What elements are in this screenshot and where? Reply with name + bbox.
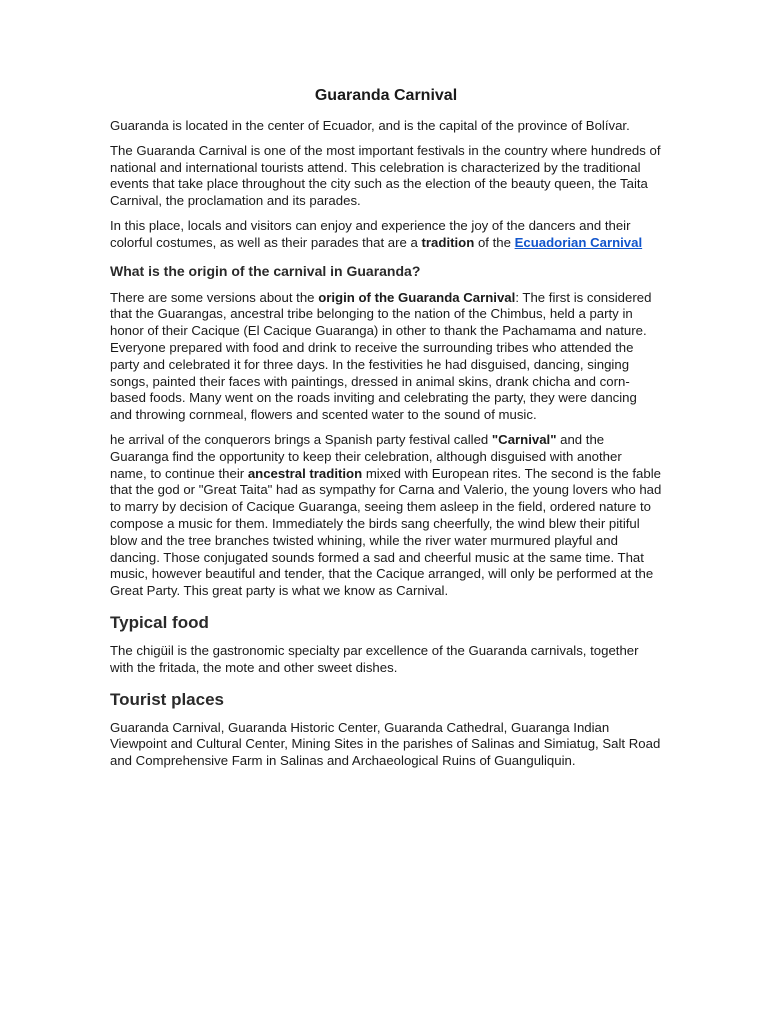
text-span: is located in the center of Ecuador, and is the capital of the province of Bolívar. [168, 118, 630, 133]
paragraph-origin [110, 290, 662, 424]
bold-text: origin of the Guaranda Carnival [318, 289, 516, 305]
text-span: : The first is considered that the Guarangas, ancestral tribe belonging to the nation of the Chimbus, held a party in honor of their Cacique (El Cacique Guaranga) in other to thank the Pachamama and nature. Everyone prepared with food and drink to receive the surrounding tribes who attended the party and celebrated it for three days. In the festivities he had disguised, dancing, singing songs, painted their faces with paintings, dressed in animal skins, drank chicha and corn-based foods. Many went on the roads inviting and celebrating the party, they were dancing and throwing cornmeal, flowers and scented water to the sound of music. [110, 289, 652, 423]
heading-origin: What is the origin of the carnival in Guaranda? [110, 262, 421, 279]
paragraph-conquerors [110, 432, 662, 600]
document-body [110, 86, 662, 778]
paragraph-intro [110, 118, 662, 135]
ecuadorian-carnival-link[interactable]: Ecuadorian Carnival [514, 234, 643, 250]
heading-tourist-places: Tourist places [110, 689, 224, 709]
document-title: Guaranda Carnival [314, 87, 458, 104]
text-span: There are some versions about the [110, 289, 319, 305]
bold-text: tradition [421, 234, 475, 250]
text-span: and the Guaranga find the opportunity to keep their celebration, although disguised with another name, to continue their [110, 431, 622, 481]
text-span: mixed with European rites. The second is the fable that the god or "Great Taita" had as sympathy for Carna and Valerio, the young lovers who had to marry by decision of Cacique Guaranga, seeing them asleep in the field, ordered nature to compose a music for them. Immediately the birds sang cheerfully, the wind blew their pitiful blow and the tree branches twisted whining, while the river water murmured playful and dancing. Those conjugated sounds formed a sad and cheerful music at the same time. That music, however beautiful and tender, that the Cacique arranged, will only be performed at the Great Party. This great party is what we know as Carnival. [110, 465, 662, 599]
text-span: of the [474, 234, 515, 250]
bold-text: "Carnival" [491, 431, 557, 447]
paragraph-festival: The Guaranda Carnival is one of the most important festivals in the country where hundreds of national and international tourists attend. This celebration is characterized by the traditional events that take place throughout the city such as the election of the beauty queen, the Taita Carnival, the proclamation and its parades. [110, 142, 661, 209]
bold-text: ancestral tradition [247, 465, 363, 481]
text-span: he arrival of the conquerors brings a Spanish party festival called [110, 431, 492, 447]
text-span: Guaranda [110, 118, 169, 133]
text-span: In this place, locals and visitors can enjoy and experience the joy of the dancers and their colorful costumes, as well as their parades that are a [110, 217, 631, 250]
paragraph-food: The chigüil is the gastronomic specialty par excellence of the Guaranda carnivals, together with the fritada, the mote and other sweet dishes. [110, 642, 639, 675]
paragraph-tourist: Guaranda Carnival, Guaranda Historic Center, Guaranda Cathedral, Guaranga Indian Viewpoint and Cultural Center, Mining Sites in the parishes of Salinas and Simiatug, Salt Road and Comprehensive Farm in Salinas and Archaeological Ruins of Guanguliquin. [110, 719, 661, 769]
paragraph-tradition [110, 218, 662, 252]
heading-typical-food: Typical food [110, 612, 209, 632]
